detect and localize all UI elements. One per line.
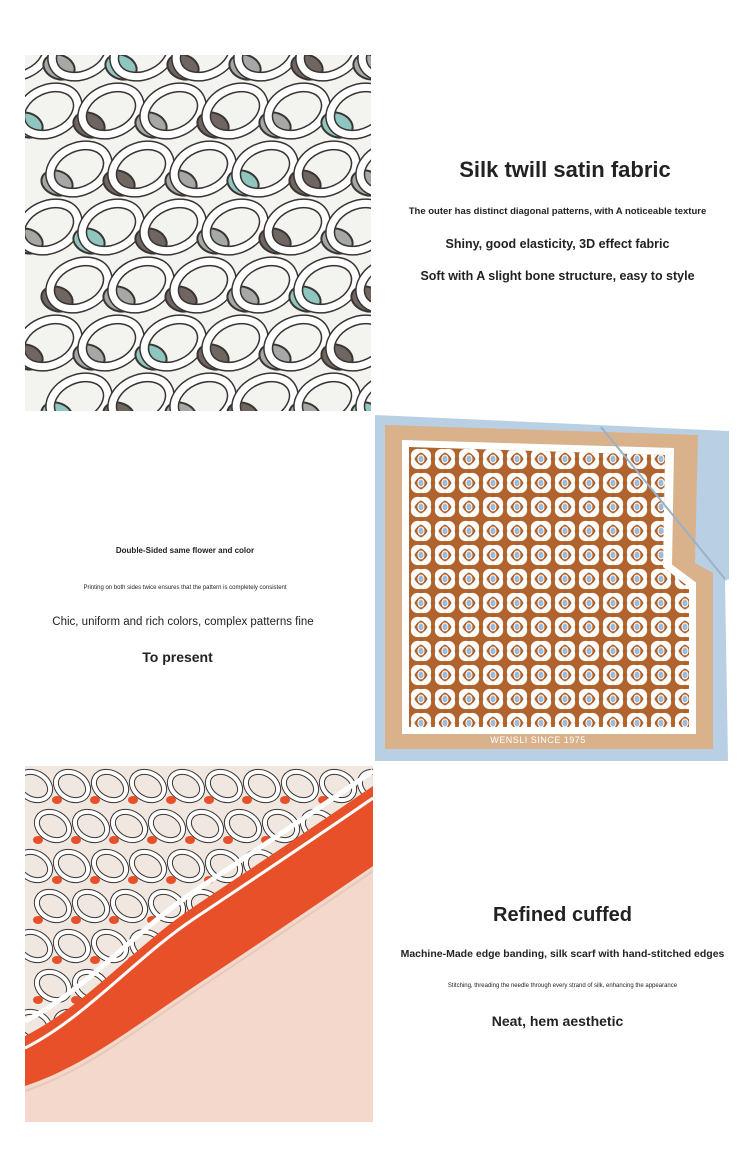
hem-closeup-photo [25, 766, 373, 1122]
section1-line1: The outer has distinct diagonal patterns, with A noticeable texture [408, 206, 707, 217]
section2-line2: Chic, uniform and rich colors, complex patterns fine [52, 616, 314, 628]
section2-line3: To present [142, 649, 213, 665]
section3-title: Refined cuffed [493, 904, 632, 926]
scarf-brand-text: WENSLI SINCE 1975 [490, 735, 586, 745]
section2-heading: Double-Sided same flower and color [115, 546, 255, 555]
section1-line2: Shiny, good elasticity, 3D effect fabric [445, 237, 670, 251]
section1-line3: Soft with A slight bone structure, easy to style [420, 269, 695, 283]
section2-line1: Printing on both sides twice ensures that the pattern is completely consistent [83, 585, 287, 591]
section1-title: Silk twill satin fabric [459, 157, 671, 182]
section3-line2: Stitching, threading the needle through every strand of silk, enhancing the appearance [447, 983, 678, 989]
section3-line3: Neat, hem aesthetic [491, 1013, 624, 1029]
scarf-flatlay-photo [373, 413, 731, 765]
fabric-closeup-photo [25, 55, 371, 411]
section3-line1: Machine-Made edge banding, silk scarf with hand-stitched edges [400, 948, 725, 960]
